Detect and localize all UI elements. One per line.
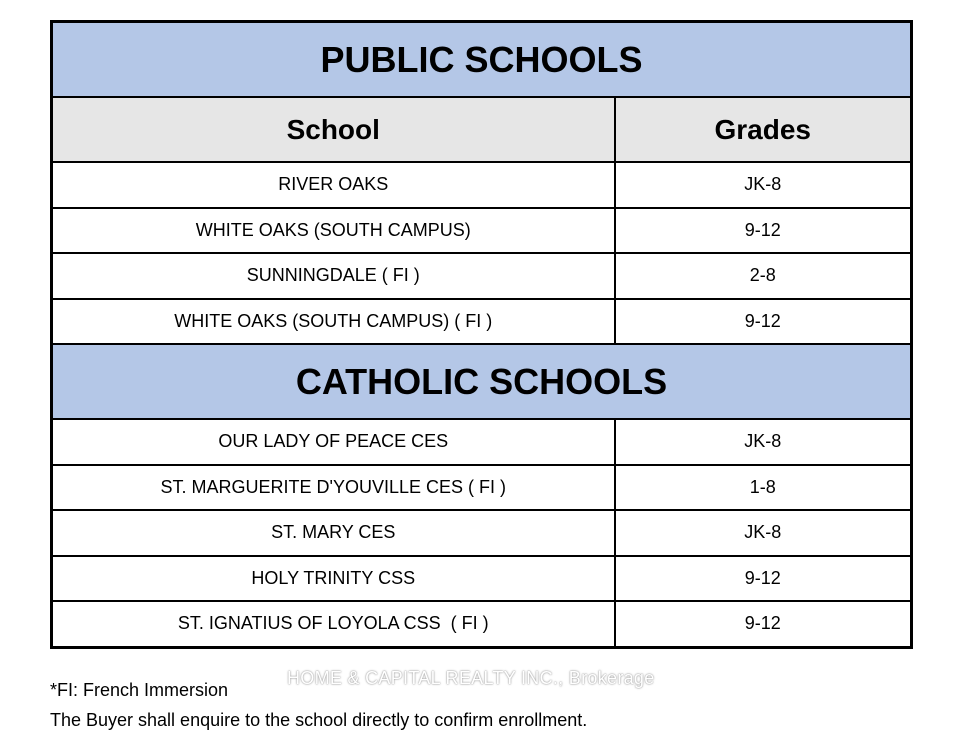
school-name: OUR LADY OF PEACE CES (52, 419, 615, 465)
table-row (52, 162, 912, 208)
table-row (52, 253, 912, 299)
column-header-row (52, 97, 912, 162)
brokerage-watermark: HOME & CAPITAL REALTY INC., Brokerage (287, 668, 655, 688)
school-grades: JK-8 (615, 510, 912, 556)
school-name: RIVER OAKS (52, 162, 615, 208)
school-grades: 2-8 (615, 253, 912, 299)
table-row (52, 419, 912, 465)
table-row (52, 601, 912, 647)
catholic-schools-header-row (52, 344, 912, 419)
table-row (52, 465, 912, 511)
school-grades: 9-12 (615, 601, 912, 647)
school-grades: 9-12 (615, 299, 912, 345)
public-schools-title: PUBLIC SCHOOLS (52, 22, 912, 98)
schools-table (50, 20, 913, 649)
school-name: WHITE OAKS (SOUTH CAMPUS) ( FI ) (52, 299, 615, 345)
catholic-schools-title: CATHOLIC SCHOOLS (52, 344, 912, 419)
public-schools-header-row (52, 22, 912, 98)
enrollment-footnote: The Buyer shall enquire to the school directly to confirm enrollment. (50, 710, 588, 730)
school-name: WHITE OAKS (SOUTH CAMPUS) (52, 208, 615, 254)
school-name: HOLY TRINITY CSS (52, 556, 615, 602)
school-name: SUNNINGDALE ( FI ) (52, 253, 615, 299)
school-grades: JK-8 (615, 162, 912, 208)
grades-column-header: Grades (615, 97, 912, 162)
school-grades: 9-12 (615, 556, 912, 602)
school-name: ST. MARGUERITE D'YOUVILLE CES ( FI ) (52, 465, 615, 511)
table-row (52, 208, 912, 254)
table-row (52, 556, 912, 602)
table-row (52, 510, 912, 556)
school-grades: 9-12 (615, 208, 912, 254)
french-immersion-footnote: *FI: French Immersion (50, 680, 229, 700)
table-row (52, 299, 912, 345)
school-column-header: School (52, 97, 615, 162)
school-grades: 1-8 (615, 465, 912, 511)
school-name: ST. MARY CES (52, 510, 615, 556)
school-grades: JK-8 (615, 419, 912, 465)
school-name: ST. IGNATIUS OF LOYOLA CSS ( FI ) (52, 601, 615, 647)
